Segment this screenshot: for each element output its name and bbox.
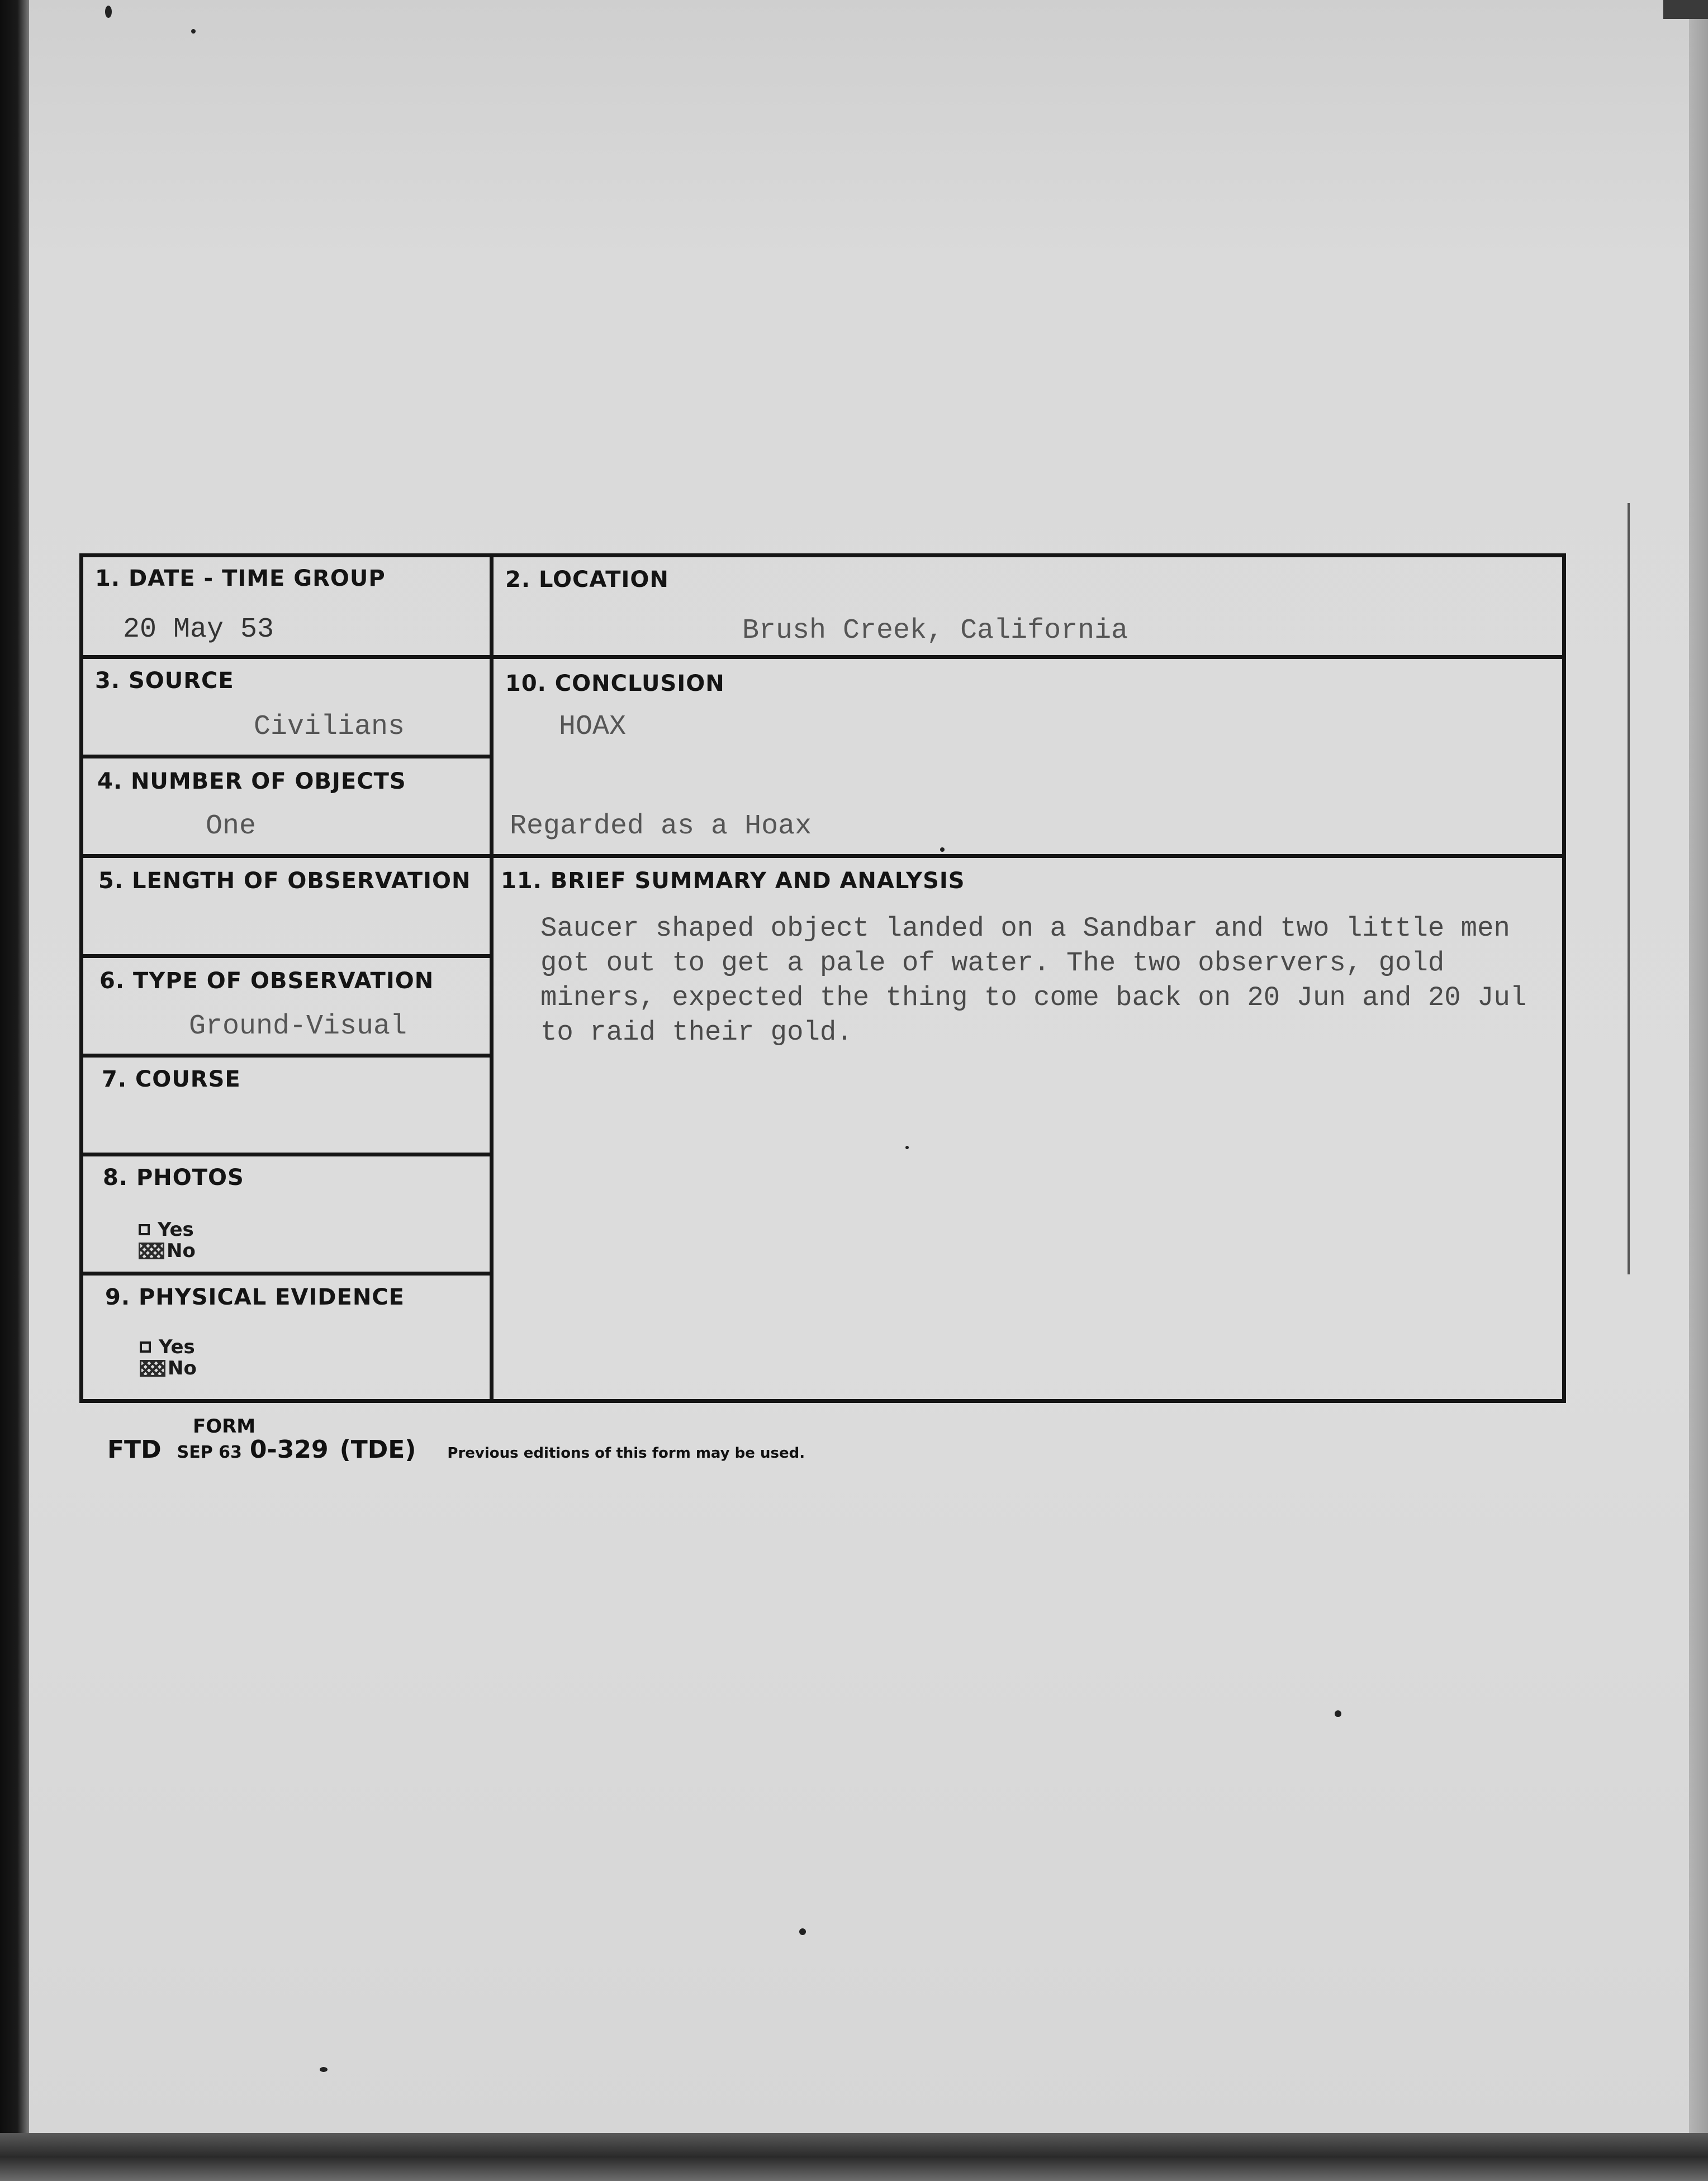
physical-evidence-yes-checkbox[interactable] [140,1341,151,1353]
footer-form-id [107,1435,805,1464]
photos-no-checkbox[interactable] [139,1243,164,1259]
row-divider [79,655,494,659]
scan-speck [191,29,196,34]
row-divider [79,954,494,958]
number-of-objects-label: 4. NUMBER OF OBJECTS [97,769,406,794]
footer-office: (TDE) [339,1435,416,1464]
date-time-group-label: 1. DATE - TIME GROUP [95,566,386,591]
conclusion-value: HOAX [559,711,627,743]
row-divider [79,755,494,758]
physical-evidence-no-checkbox[interactable] [140,1360,165,1377]
scan-right-edge [1689,0,1708,2181]
conclusion-label: 10. CONCLUSION [505,671,725,696]
footer-form-word: FORM [193,1415,256,1438]
number-of-objects-value: One [206,810,257,842]
footer-date: SEP 63 [177,1443,242,1462]
summary-text: Saucer shaped object landed on a Sandbar and two little men got out to get a pale of water. The two observers, gold miners, expected the thing to come back on 20 Jun and 20 Jul to raid their gold. [540,913,1527,1048]
footer-ftd: FTD [107,1435,162,1464]
type-of-observation-value: Ground-Visual [189,1011,407,1042]
scan-left-edge [0,0,29,2146]
scan-speck [105,6,112,18]
conclusion-note: Regarded as a Hoax [510,810,812,842]
photos-yes-option[interactable] [139,1218,194,1241]
footer-note: Previous editions of this form may be used. [447,1445,805,1462]
scan-speck [799,1928,806,1935]
physical-evidence-no-option[interactable] [140,1357,197,1379]
scan-bottom-edge [0,2133,1708,2181]
row-divider [79,1054,494,1058]
scan-corner [1663,0,1708,19]
report-form [79,553,1566,1403]
date-time-group-value: 20 May 53 [123,614,274,646]
physical-evidence-yes-option[interactable] [140,1336,195,1358]
row-divider [490,655,1566,659]
row-divider [79,1272,494,1276]
scan-right-line [1628,503,1630,1274]
type-of-observation-label: 6. TYPE OF OBSERVATION [99,968,434,994]
photos-yes-label: Yes [158,1218,194,1241]
photos-label: 8. PHOTOS [103,1165,244,1191]
location-label: 2. LOCATION [505,567,669,592]
scan-speck [1335,1710,1341,1717]
course-label: 7. COURSE [102,1066,241,1092]
row-divider [490,854,1566,858]
length-of-observation-label: 5. LENGTH OF OBSERVATION [98,868,471,894]
source-value: Civilians [254,711,405,743]
physical-evidence-no-label: No [168,1357,197,1379]
column-divider [490,553,494,1403]
summary-label: 11. BRIEF SUMMARY AND ANALYSIS [501,868,965,894]
photos-yes-checkbox[interactable] [139,1224,150,1235]
scan-speck [320,2067,328,2072]
physical-evidence-yes-label: Yes [159,1336,195,1358]
row-divider [79,1153,494,1156]
row-divider [79,854,494,858]
photos-no-option[interactable] [139,1240,196,1262]
physical-evidence-label: 9. PHYSICAL EVIDENCE [105,1284,405,1310]
photos-no-label: No [167,1240,196,1262]
source-label: 3. SOURCE [95,668,234,694]
location-value: Brush Creek, California [742,615,1128,647]
footer-form-number: 0-329 [249,1435,329,1464]
